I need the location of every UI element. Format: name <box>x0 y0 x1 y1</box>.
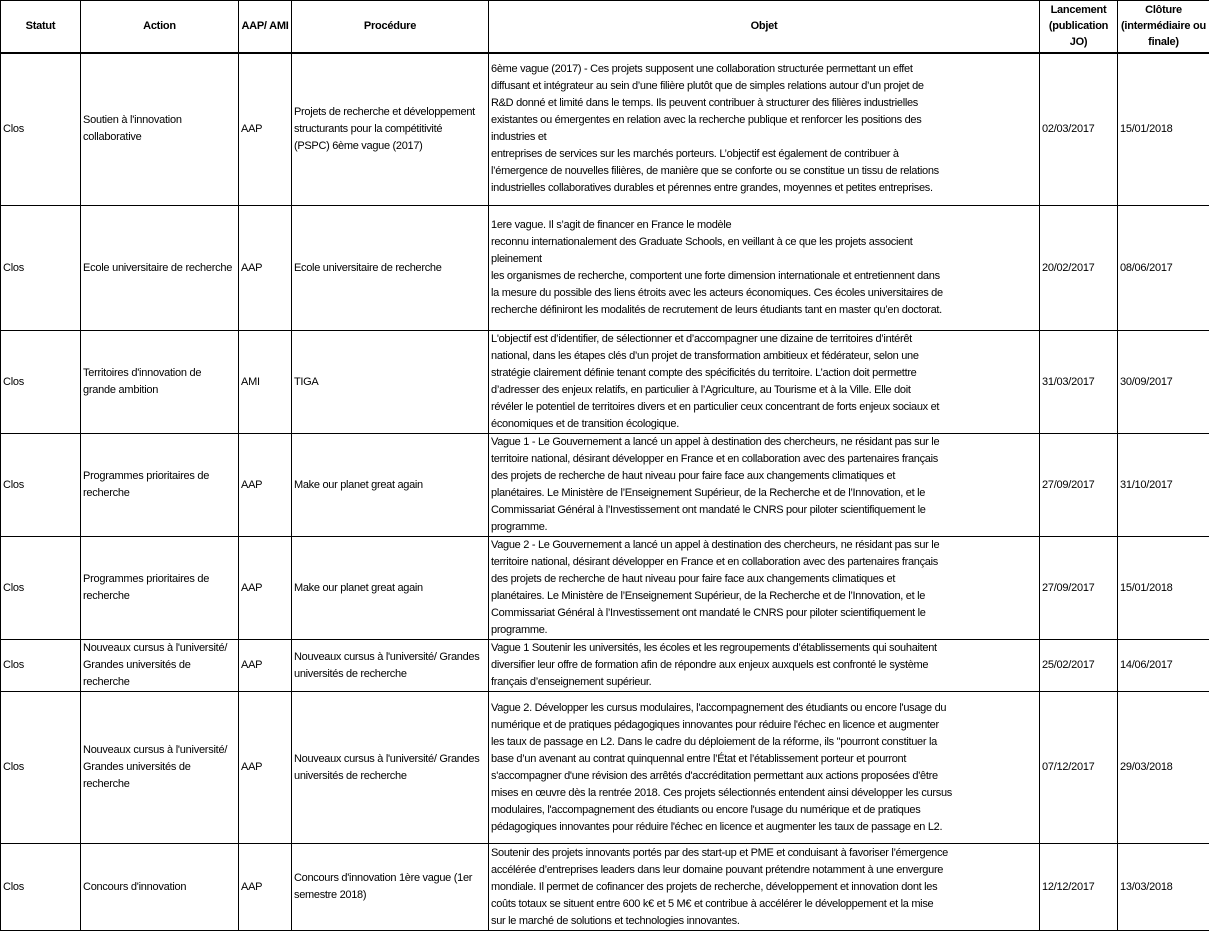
cell-type: AAP <box>239 434 292 537</box>
cell-objet: Vague 2. Développer les cursus modulaires, l'accompagnement des étudiants ou encore l'usage du numérique et de pratiques pédagogiques innovantes pour réduire l'échec en licence et augmenter les taux de passage en L2. Dans le cadre du déploiement de la réforme, ils "pourront constituer la base d’un avenant au contrat quinquennal entre l’État et l’établissement porteur et pourront s'accompagner d'une révision des arrêtés d'accréditation permettant aux actions proposées d'être mises en œuvre dès la rentrée 2018. Ces projets sélectionnés entendent ainsi développer les cursus modulaires, l'accompagnement des étudiants ou encore l'usage du numérique et de pratiques pédagogiques innovantes pour réduire l'échec en licence et augmenter les taux de passage en L2. <box>489 692 1040 844</box>
cell-cloture: 15/01/2018 <box>1118 537 1209 640</box>
table-row <box>1 640 1209 692</box>
cell-cloture: 15/01/2018 <box>1118 53 1209 206</box>
cell-lancement: 20/02/2017 <box>1040 206 1118 331</box>
cell-cloture: 13/03/2018 <box>1118 844 1209 931</box>
table-row <box>1 537 1209 640</box>
cell-procedure: Make our planet great again <box>292 537 489 640</box>
cell-cloture: 14/06/2017 <box>1118 640 1209 692</box>
header-objet: Objet <box>489 1 1040 53</box>
table-row <box>1 53 1209 206</box>
cell-statut: Clos <box>1 206 81 331</box>
cell-statut: Clos <box>1 434 81 537</box>
cell-procedure: Projets de recherche et développement structurants pour la compétitivité (PSPC) 6ème vague (2017) <box>292 53 489 206</box>
cell-statut: Clos <box>1 537 81 640</box>
cell-objet: Soutenir des projets innovants portés par des start-up et PME et conduisant à favoriser l’émergence accélérée d’entreprises leaders dans leur domaine pouvant prétendre notamment à une envergure mondiale. Il permet de cofinancer des projets de recherche, développement et innovation dont les coûts totaux se situent entre 600 k€ et 5 M€ et contribue à accélérer le développement et la mise sur le marché de solutions et technologies innovantes. <box>489 844 1040 931</box>
cell-action: Concours d'innovation <box>81 844 239 931</box>
cell-action: Nouveaux cursus à l'université/ Grandes universités de recherche <box>81 640 239 692</box>
header-statut: Statut <box>1 1 81 53</box>
cell-lancement: 02/03/2017 <box>1040 53 1118 206</box>
cell-action: Territoires d'innovation de grande ambition <box>81 331 239 434</box>
cell-cloture: 31/10/2017 <box>1118 434 1209 537</box>
table-row <box>1 844 1209 931</box>
header-lancement: Lancement (publication JO) <box>1040 1 1118 53</box>
cell-type: AAP <box>239 640 292 692</box>
table-row <box>1 331 1209 434</box>
cell-objet: Vague 1 - Le Gouvernement a lancé un appel à destination des chercheurs, ne résidant pas sur le territoire national, désirant développer en France et en collaboration avec des partenaires français des projets de recherche de haut niveau pour faire face aux changements climatiques et planétaires. Le Ministère de l’Enseignement Supérieur, de la Recherche et de l’Innovation, et le Commissariat Général à l’Investissement ont mandaté le CNRS pour piloter scientifiquement le programme. <box>489 434 1040 537</box>
cell-objet: Vague 1 Soutenir les universités, les écoles et les regroupements d’établissements qui souhaitent diversifier leur offre de formation afin de répondre aux enjeux auxquels est confronté le système français d’enseignement supérieur. <box>489 640 1040 692</box>
cell-type: AMI <box>239 331 292 434</box>
header-type: AAP/ AMI <box>239 1 292 53</box>
table-row <box>1 206 1209 331</box>
cell-statut: Clos <box>1 53 81 206</box>
cell-type: AAP <box>239 844 292 931</box>
cell-objet: L'objectif est d’identifier, de sélectionner et d’accompagner une dizaine de territoires d’intérêt national, dans les étapes clés d’un projet de transformation ambitieux et fédérateur, selon une stratégie clairement définie tenant compte des spécificités du territoire. L’action doit permettre d’adresser des enjeux relatifs, en particulier à l’Agriculture, au Tourisme et à la Ville. Elle doit révéler le potentiel de territoires divers et en particulier ceux concentrant de forts enjeux sociaux et économiques et de transition écologique. <box>489 331 1040 434</box>
cell-lancement: 27/09/2017 <box>1040 537 1118 640</box>
cell-lancement: 31/03/2017 <box>1040 331 1118 434</box>
cell-statut: Clos <box>1 331 81 434</box>
cell-cloture: 29/03/2018 <box>1118 692 1209 844</box>
cell-action: Nouveaux cursus à l'université/ Grandes universités de recherche <box>81 692 239 844</box>
header-action: Action <box>81 1 239 53</box>
cell-statut: Clos <box>1 640 81 692</box>
table-row <box>1 434 1209 537</box>
cell-type: AAP <box>239 206 292 331</box>
cell-objet: 6ème vague (2017) - Ces projets supposent une collaboration structurée permettant un effet diffusant et intégrateur au sein d’une filière plutôt que de simples relations autour d’un projet de R&D donné et limité dans le temps. Ils peuvent contribuer à structurer des filières industrielles existantes ou émergentes en relation avec la recherche publique et renforcer les positions des industries et entreprises de services sur les marchés porteurs. L’objectif est également de contribuer à l’émergence de nouvelles filières, de manière que se conforte ou se constitue un tissu de relations industrielles collaboratives durables et pérennes entre grandes, moyennes et petites entreprises. <box>489 53 1040 206</box>
cell-procedure: Ecole universitaire de recherche <box>292 206 489 331</box>
cell-lancement: 12/12/2017 <box>1040 844 1118 931</box>
cell-procedure: Nouveaux cursus à l'université/ Grandes universités de recherche <box>292 692 489 844</box>
cell-cloture: 08/06/2017 <box>1118 206 1209 331</box>
header-procedure: Procédure <box>292 1 489 53</box>
cell-statut: Clos <box>1 844 81 931</box>
cell-objet: Vague 2 - Le Gouvernement a lancé un appel à destination des chercheurs, ne résidant pas sur le territoire national, désirant développer en France et en collaboration avec des partenaires français des projets de recherche de haut niveau pour faire face aux changements climatiques et planétaires. Le Ministère de l’Enseignement Supérieur, de la Recherche et de l’Innovation, et le Commissariat Général à l’Investissement ont mandaté le CNRS pour piloter scientifiquement le programme. <box>489 537 1040 640</box>
table-row <box>1 692 1209 844</box>
cell-statut: Clos <box>1 692 81 844</box>
cell-action: Soutien à l'innovation collaborative <box>81 53 239 206</box>
header-cloture: Clôture (intermédiaire ou finale) <box>1118 1 1209 53</box>
cell-procedure: Nouveaux cursus à l'université/ Grandes universités de recherche <box>292 640 489 692</box>
cell-lancement: 07/12/2017 <box>1040 692 1118 844</box>
cell-lancement: 25/02/2017 <box>1040 640 1118 692</box>
cell-objet: 1ere vague. Il s’agit de financer en France le modèle reconnu internationalement des Graduate Schools, en veillant à ce que les projets associent pleinement les organismes de recherche, comportent une forte dimension internationale et entretiennent dans la mesure du possible des liens étroits avec les acteurs économiques. Ces écoles universitaires de recherche définiront les modalités de recrutement de leurs étudiants tant en master qu’en doctorat. <box>489 206 1040 331</box>
cell-lancement: 27/09/2017 <box>1040 434 1118 537</box>
cell-procedure: TIGA <box>292 331 489 434</box>
cell-procedure: Make our planet great again <box>292 434 489 537</box>
cell-type: AAP <box>239 53 292 206</box>
cell-cloture: 30/09/2017 <box>1118 331 1209 434</box>
header-row <box>1 1 1209 53</box>
cell-action: Ecole universitaire de recherche <box>81 206 239 331</box>
cell-type: AAP <box>239 537 292 640</box>
cell-type: AAP <box>239 692 292 844</box>
cell-procedure: Concours d'innovation 1ère vague (1er semestre 2018) <box>292 844 489 931</box>
cell-action: Programmes prioritaires de recherche <box>81 434 239 537</box>
cell-action: Programmes prioritaires de recherche <box>81 537 239 640</box>
